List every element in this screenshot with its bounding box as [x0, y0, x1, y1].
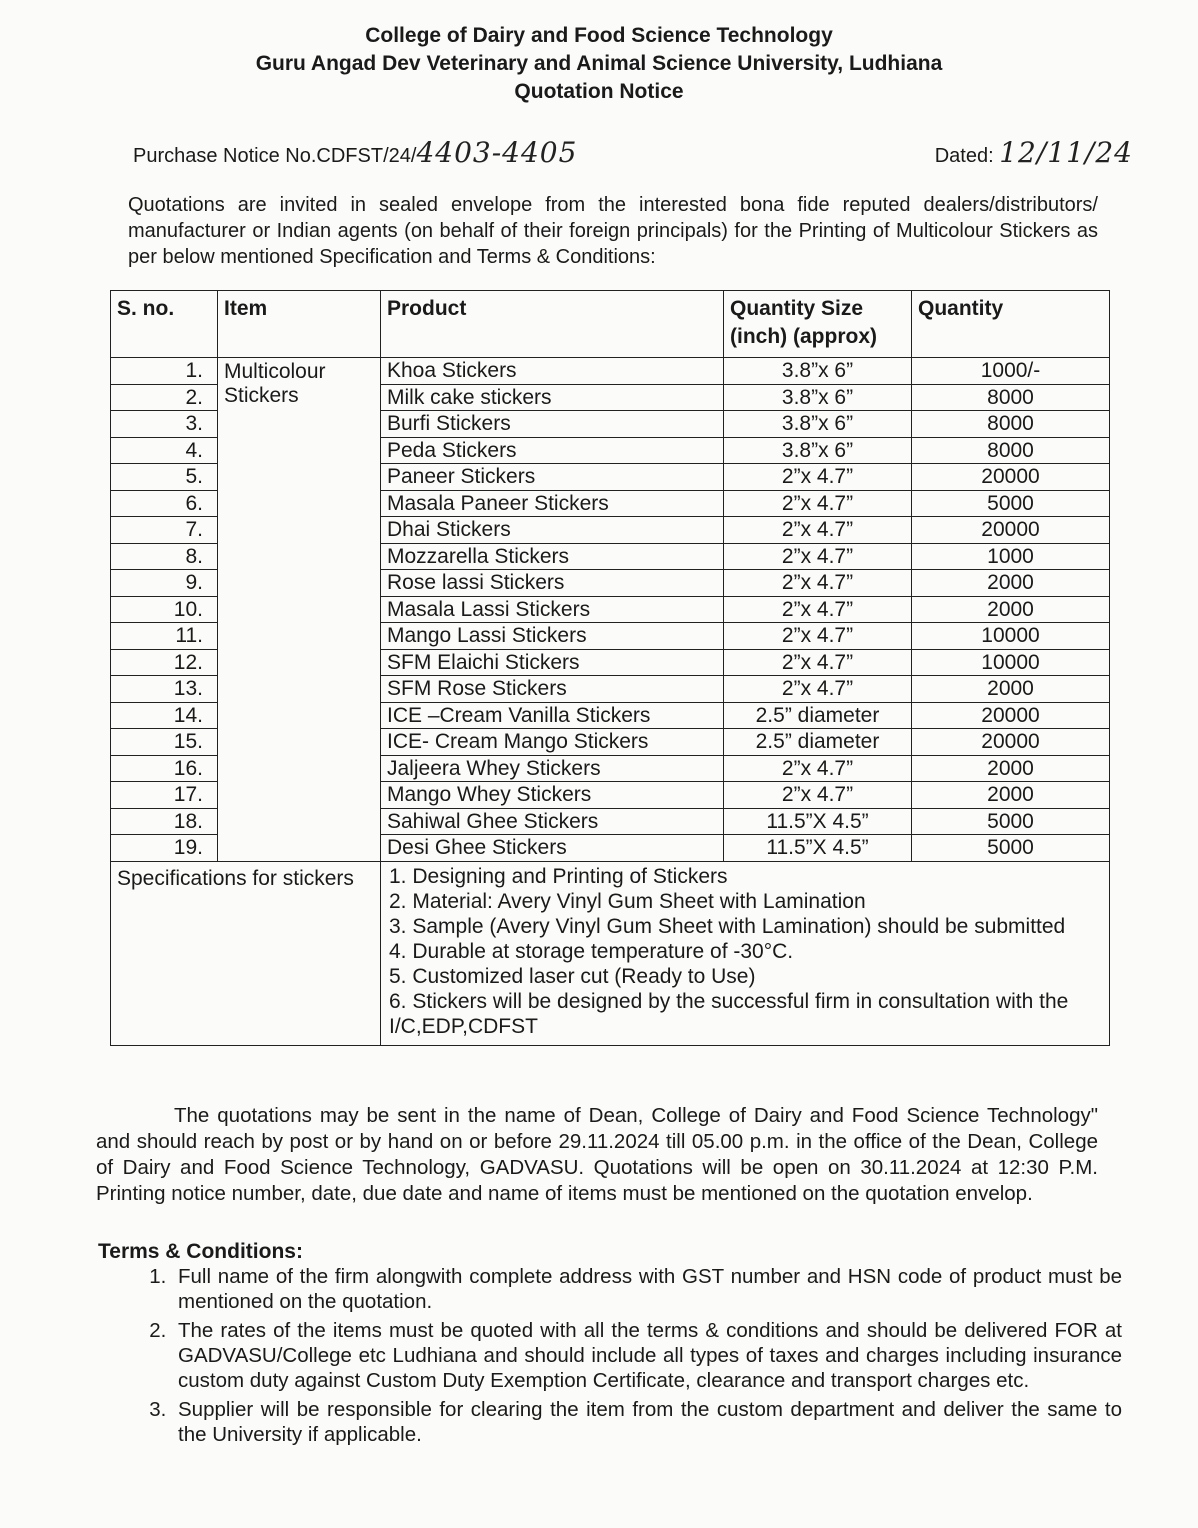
row-sno: 9.	[111, 570, 218, 597]
row-size: 2.5” diameter	[724, 702, 912, 729]
row-size: 2”x 4.7”	[724, 517, 912, 544]
dated-label: Dated:	[934, 145, 994, 167]
row-sno: 11.	[111, 623, 218, 650]
college-name: College of Dairy and Food Science Technology	[365, 24, 833, 47]
row-quantity: 20000	[912, 517, 1110, 544]
row-product: Mango Lassi Stickers	[381, 623, 724, 650]
row-size: 2”x 4.7”	[724, 755, 912, 782]
row-product: ICE –Cream Vanilla Stickers	[381, 702, 724, 729]
row-quantity: 20000	[912, 464, 1110, 491]
header-sno: S. no.	[111, 291, 218, 358]
row-size: 11.5”X 4.5”	[724, 808, 912, 835]
row-sno: 14.	[111, 702, 218, 729]
terms-item: 3. Supplier will be responsible for clearing the item from the custom department and deliver the same to the University if applicable.	[172, 1397, 1122, 1447]
row-sno: 19.	[111, 835, 218, 862]
spec-item: 4. Durable at storage temperature of -30°C.	[389, 939, 794, 963]
row-size: 2”x 4.7”	[724, 649, 912, 676]
terms-title: Terms & Conditions:	[98, 1240, 303, 1263]
row-product: Masala Lassi Stickers	[381, 596, 724, 623]
row-sno: 2.	[111, 384, 218, 411]
row-quantity: 2000	[912, 596, 1110, 623]
row-quantity: 20000	[912, 702, 1110, 729]
row-product: Peda Stickers	[381, 437, 724, 464]
header-quantity: Quantity	[912, 291, 1110, 358]
row-sno: 17.	[111, 782, 218, 809]
row-size: 2”x 4.7”	[724, 782, 912, 809]
row-size: 3.8”x 6”	[724, 411, 912, 438]
row-sno: 16.	[111, 755, 218, 782]
row-quantity: 2000	[912, 755, 1110, 782]
terms-item: 2. The rates of the items must be quoted with all the terms & conditions and should be delivered FOR at GADVASU/College etc Ludhiana and should include all types of taxes and charges including insurance custom duty against Custom Duty Exemption Certificate, clearance and transport charges etc.	[172, 1318, 1122, 1393]
row-quantity: 20000	[912, 729, 1110, 756]
row-sno: 7.	[111, 517, 218, 544]
row-size: 2”x 4.7”	[724, 543, 912, 570]
date-value: 12/11/24	[999, 136, 1133, 169]
table-body	[111, 358, 1110, 1046]
intro-paragraph: Quotations are invited in sealed envelope from the interested bona fide reputed dealers/distributors/ manufacturer or Indian agents (on behalf of their foreign principals) for the Printing of Multicolour Stickers as per below mentioned Specification and Terms & Conditions:	[128, 194, 1098, 268]
row-size: 3.8”x 6”	[724, 437, 912, 464]
terms-list	[130, 1264, 1122, 1451]
row-sno: 4.	[111, 437, 218, 464]
row-product: Desi Ghee Stickers	[381, 835, 724, 862]
row-size: 11.5”X 4.5”	[724, 835, 912, 862]
row-size: 2”x 4.7”	[724, 623, 912, 650]
row-sno: 3.	[111, 411, 218, 438]
header-item: Item	[218, 291, 381, 358]
submission-paragraph	[96, 1103, 1098, 1207]
spec-item: 5. Customized laser cut (Ready to Use)	[389, 964, 756, 988]
row-product: Jaljeera Whey Stickers	[381, 755, 724, 782]
row-product: SFM Elaichi Stickers	[381, 649, 724, 676]
row-product: Khoa Stickers	[381, 358, 724, 385]
row-product: Dhai Stickers	[381, 517, 724, 544]
row-quantity: 5000	[912, 490, 1110, 517]
row-quantity: 5000	[912, 835, 1110, 862]
row-sno: 13.	[111, 676, 218, 703]
stickers-table	[110, 290, 1110, 1046]
purchase-notice-number: 4403-4405	[416, 136, 578, 169]
terms-item: 1. Full name of the firm alongwith complete address with GST number and HSN code of product must be mentioned on the quotation.	[172, 1264, 1122, 1314]
notice-date	[935, 136, 1133, 169]
table-header-row	[111, 291, 1110, 358]
row-quantity: 8000	[912, 384, 1110, 411]
row-size: 2”x 4.7”	[724, 676, 912, 703]
notice-title: Quotation Notice	[514, 80, 684, 103]
row-sno: 10.	[111, 596, 218, 623]
row-size: 3.8”x 6”	[724, 384, 912, 411]
row-sno: 18.	[111, 808, 218, 835]
row-product: ICE- Cream Mango Stickers	[381, 729, 724, 756]
purchase-notice-label: Purchase Notice No.CDFST/24/	[133, 145, 417, 167]
spec-item: 6. Stickers will be designed by the successful firm in consultation with the I/C,EDP,CDFST	[389, 989, 1069, 1038]
row-sno: 15.	[111, 729, 218, 756]
row-quantity: 2000	[912, 782, 1110, 809]
row-quantity: 2000	[912, 570, 1110, 597]
row-item-group: Multicolour Stickers	[218, 358, 381, 862]
row-quantity: 1000/-	[912, 358, 1110, 385]
table-row	[111, 358, 1110, 385]
row-sno: 8.	[111, 543, 218, 570]
row-quantity: 10000	[912, 649, 1110, 676]
row-product: Mango Whey Stickers	[381, 782, 724, 809]
row-product: Rose lassi Stickers	[381, 570, 724, 597]
row-product: Sahiwal Ghee Stickers	[381, 808, 724, 835]
row-product: Masala Paneer Stickers	[381, 490, 724, 517]
row-size: 2”x 4.7”	[724, 570, 912, 597]
header-size: Quantity Size (inch) (approx)	[724, 291, 912, 358]
spec-list	[381, 861, 1110, 1045]
row-sno: 6.	[111, 490, 218, 517]
row-size: 2”x 4.7”	[724, 596, 912, 623]
row-quantity: 10000	[912, 623, 1110, 650]
spec-label: Specifications for stickers	[111, 861, 381, 1045]
row-quantity: 8000	[912, 437, 1110, 464]
row-quantity: 2000	[912, 676, 1110, 703]
spec-item: 3. Sample (Avery Vinyl Gum Sheet with Lamination) should be submitted	[389, 914, 1066, 938]
row-product: Milk cake stickers	[381, 384, 724, 411]
row-size: 2.5” diameter	[724, 729, 912, 756]
row-size: 2”x 4.7”	[724, 464, 912, 491]
row-quantity: 1000	[912, 543, 1110, 570]
row-product: Paneer Stickers	[381, 464, 724, 491]
row-product: SFM Rose Stickers	[381, 676, 724, 703]
spec-row	[111, 861, 1110, 1045]
document-header	[0, 22, 1198, 106]
purchase-notice	[133, 136, 577, 169]
row-quantity: 8000	[912, 411, 1110, 438]
header-product: Product	[381, 291, 724, 358]
university-name: Guru Angad Dev Veterinary and Animal Science University, Ludhiana	[255, 52, 943, 75]
row-sno: 12.	[111, 649, 218, 676]
row-sno: 1.	[111, 358, 218, 385]
row-quantity: 5000	[912, 808, 1110, 835]
spec-item: 1. Designing and Printing of Stickers	[389, 864, 728, 888]
row-sno: 5.	[111, 464, 218, 491]
row-product: Mozzarella Stickers	[381, 543, 724, 570]
submission-text: The quotations may be sent in the name of Dean, College of Dairy and Food Science Technology" and should reach by post or by hand on or before 29.11.2024 till 05.00 p.m. in the office of the Dean, College of Dairy and Food Science Technology, GADVASU. Quotations will be open on 30.11.2024 at 12:30 P.M. Printing notice number, date, due date and name of items must be mentioned on the quotation envelop.	[96, 1104, 1098, 1205]
row-size: 3.8”x 6”	[724, 358, 912, 385]
row-product: Burfi Stickers	[381, 411, 724, 438]
row-size: 2”x 4.7”	[724, 490, 912, 517]
spec-item: 2. Material: Avery Vinyl Gum Sheet with Lamination	[389, 889, 866, 913]
